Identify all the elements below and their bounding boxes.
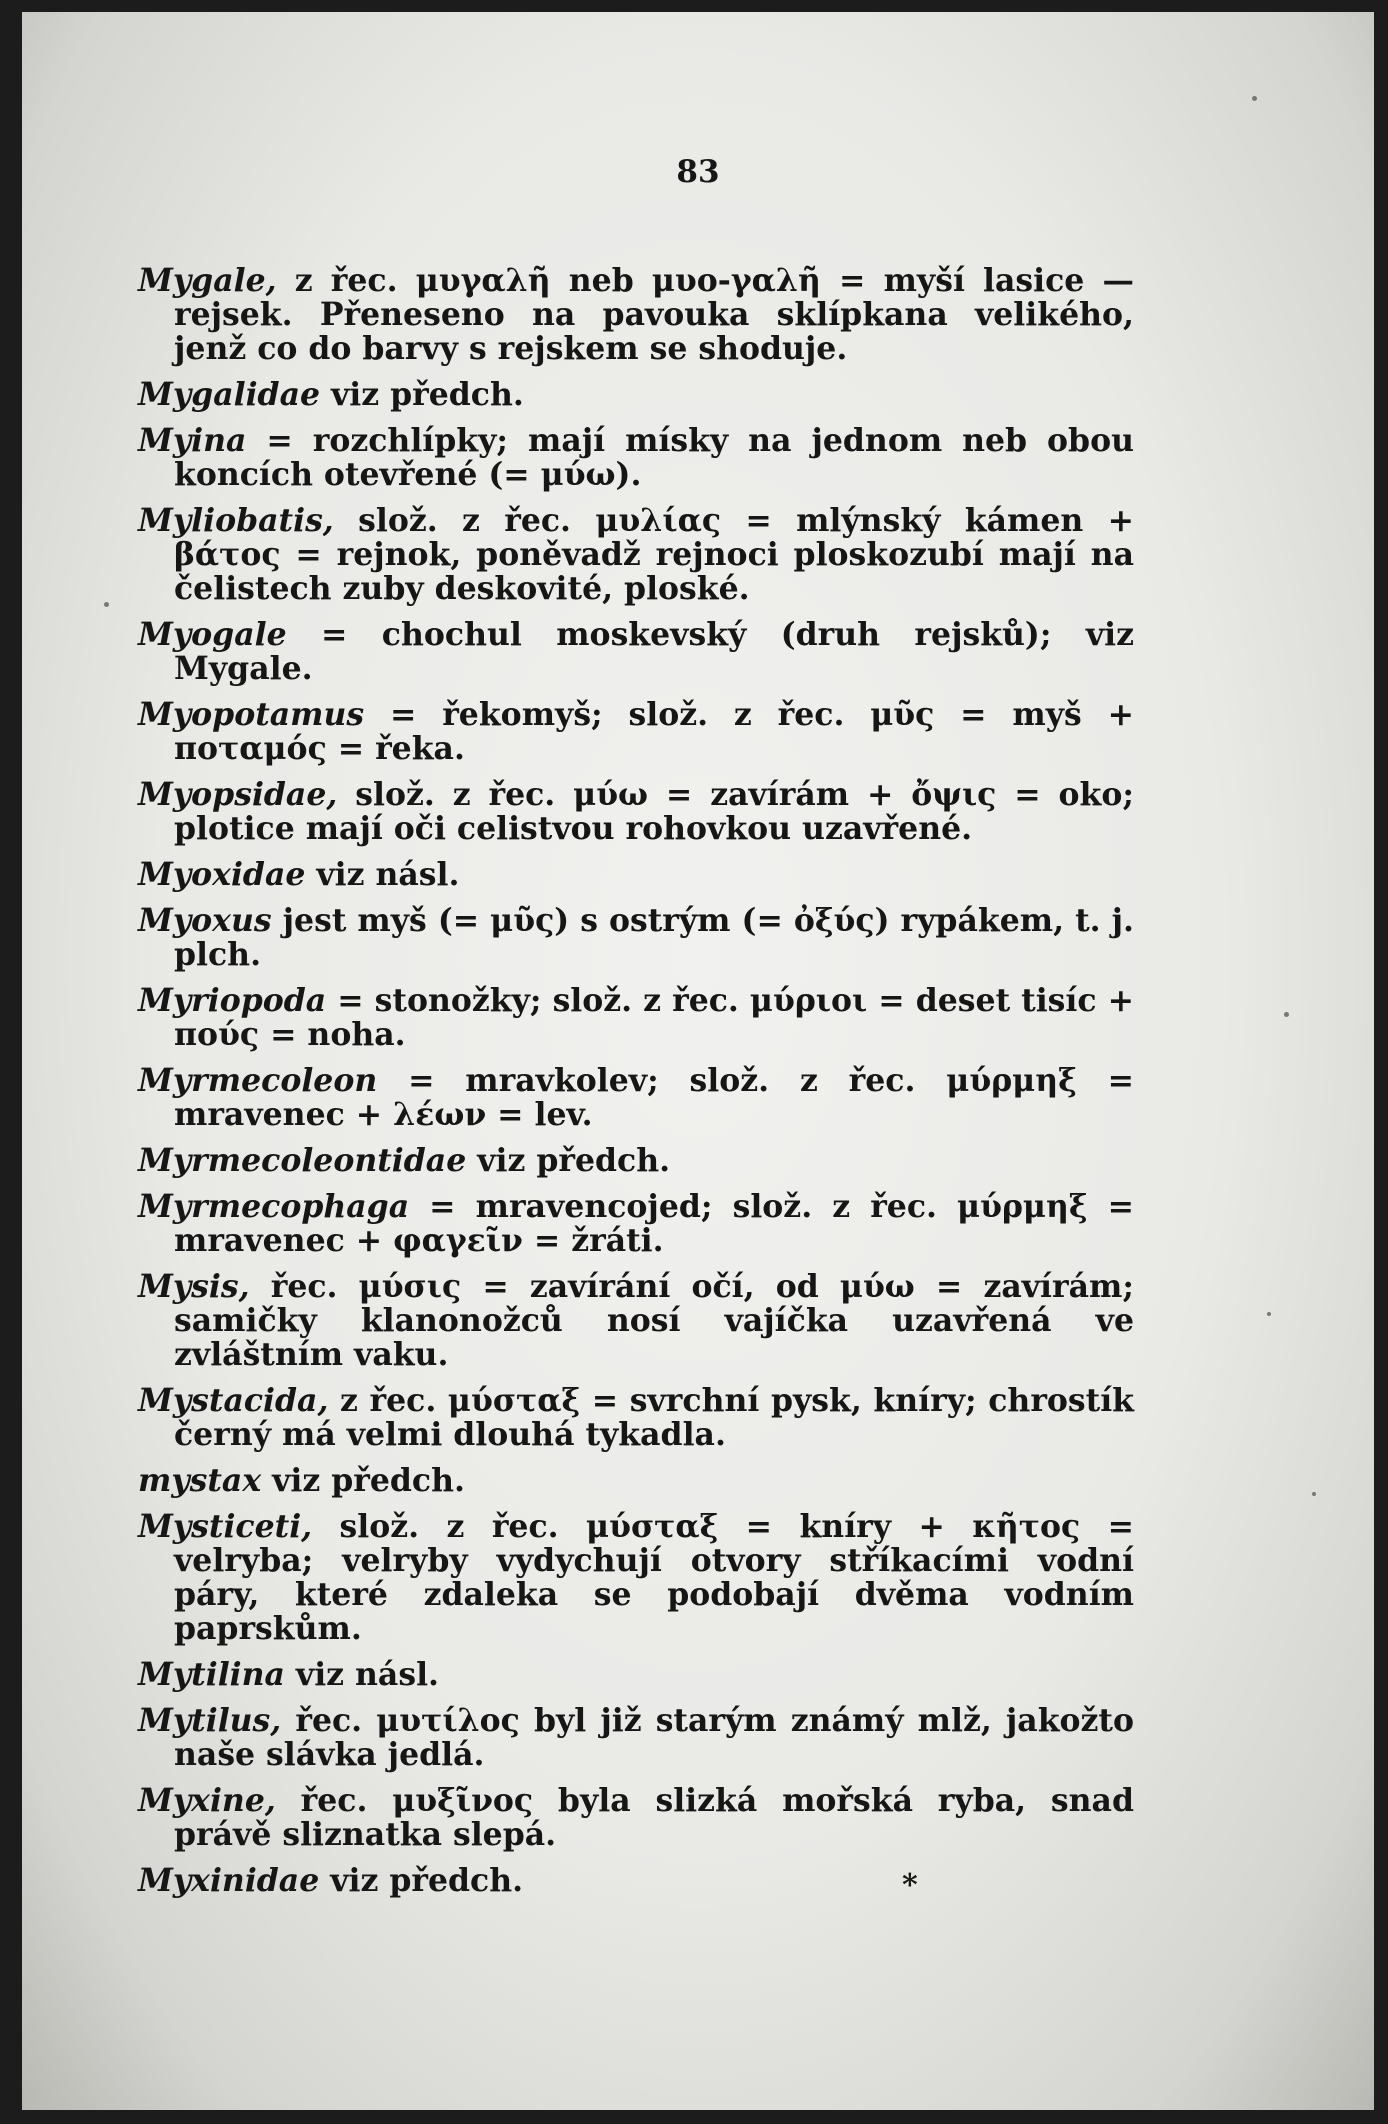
page-number: 83 [676,154,720,190]
entry-headword: Mygale, [138,262,277,299]
glossary-entry [138,698,1134,766]
glossary-entry [138,778,1134,846]
entry-headword: Myoxus [138,902,272,939]
glossary-entry [138,1270,1134,1372]
entry-headword: Mysticeti, [138,1508,313,1545]
entry-headword: Mystacida, [138,1382,329,1419]
entry-definition: jest myš (= μῦς) s ostrým (= ὀξύς) rypákem, t. j. plch. [174,902,1134,973]
entry-definition: = řekomyš; slož. z řec. μῦς = myš + ποταμός = řeka. [174,696,1134,767]
glossary-entry [138,1864,1134,1898]
entry-definition: řec. μυξῖνος byla slizká mořská ryba, snad právě sliznatka slepá. [174,1782,1134,1853]
glossary-entry [138,1464,1134,1498]
entry-definition: viz násl. [284,1656,440,1693]
entry-definition: slož. z řec. μυλίας = mlýnský kámen + βάτος = rejnok, poněvadž rejnoci ploskozubí mají na čelistech zuby deskovité, ploské. [174,502,1134,607]
entry-definition: viz předch. [319,1862,524,1899]
entry-definition: viz násl. [305,856,460,893]
glossary-entry [138,504,1134,606]
entry-definition: slož. z řec. μύω = zavírám + ὄψις = oko; plotice mají oči celistvou rohovkou uzavřené. [174,776,1134,847]
paper-speck [1267,1312,1271,1316]
entry-headword: Myriopoda [138,982,327,1019]
entry-headword: Myxine, [138,1782,276,1819]
glossary-entry [138,1144,1134,1178]
glossary-entry [138,858,1134,892]
entry-headword: Myxinidae [138,1862,320,1899]
glossary-entry [138,1384,1134,1452]
entry-headword: Myrmecoleontidae [138,1142,467,1179]
glossary-entry [138,984,1134,1052]
entry-definition: viz předch. [261,1462,465,1499]
glossary-entry [138,1510,1134,1646]
book-page [22,12,1374,2110]
glossary-entry [138,904,1134,972]
entry-definition: viz předch. [466,1142,671,1179]
entry-definition: z řec. μύσταξ = svrchní pysk, kníry; chrostík černý má velmi dlouhá tykadla. [174,1382,1134,1453]
paper-speck [1284,1012,1289,1017]
entry-headword: Mytilus, [138,1702,282,1739]
paper-speck [1252,96,1257,101]
glossary-entries [138,264,1134,1910]
entry-headword: Mygalidae [138,376,321,413]
glossary-entry [138,264,1134,366]
entry-headword: Myina [138,422,247,459]
paper-speck [1312,1492,1316,1496]
glossary-entry [138,424,1134,492]
entry-headword: Myopotamus [138,696,365,733]
entry-headword: Mytilina [138,1656,285,1693]
entry-definition: řec. μύσις = zavírání očí, od μύω = zavírám; samičky klanonožců nosí vajíčka uzavřená ve zvláštním vaku. [174,1268,1134,1373]
entry-headword: Myrmecophaga [138,1188,410,1225]
entry-definition: viz předch. [320,376,524,413]
paper-speck [104,602,109,607]
entry-headword: Mysis, [138,1268,250,1305]
glossary-entry [138,1704,1134,1772]
entry-headword: Myopsidae, [138,776,338,813]
entry-headword: Myoxidae [138,856,306,893]
glossary-entry [138,1190,1134,1258]
entry-definition: = rozchlípky; mají mísky na jednom neb obou koncích otevřené (= μύω). [174,422,1134,493]
entry-definition: slož. z řec. μύσταξ = kníry + κῆτος = velryba; velryby vydychují otvory stříkacími vodní páry, které zdaleka se podobají dvěma vodním paprskům. [174,1508,1134,1647]
entry-headword: mystax [138,1462,262,1499]
entry-definition: = chochul moskevský (druh rejsků); viz Mygale. [174,616,1134,687]
entry-headword: Myogale [138,616,287,653]
entry-headword: Myrmecoleon [138,1062,378,1099]
entry-definition: z řec. μυγαλῆ neb μυο-γαλῆ = myší lasice — rejsek. Přeneseno na pavouka sklípkana velikého, jenž co do barvy s rejskem se shoduje. [174,262,1134,367]
entry-definition: = stonožky; slož. z řec. μύριοι = deset tisíc + πούς = noha. [174,982,1134,1053]
entry-definition: = mravkolev; slož. z řec. μύρμηξ = mravenec + λέων = lev. [174,1062,1134,1133]
glossary-entry [138,618,1134,686]
glossary-entry [138,1658,1134,1692]
entry-definition: řec. μυτίλος byl již starým známý mlž, jakožto naše slávka jedlá. [174,1702,1134,1773]
entry-headword: Myliobatis, [138,502,334,539]
glossary-entry [138,1064,1134,1132]
end-mark: * [902,1868,918,1903]
entry-definition: = mravencojed; slož. z řec. μύρμηξ = mravenec + φαγεῖν = žráti. [174,1188,1134,1259]
glossary-entry [138,378,1134,412]
glossary-entry [138,1784,1134,1852]
